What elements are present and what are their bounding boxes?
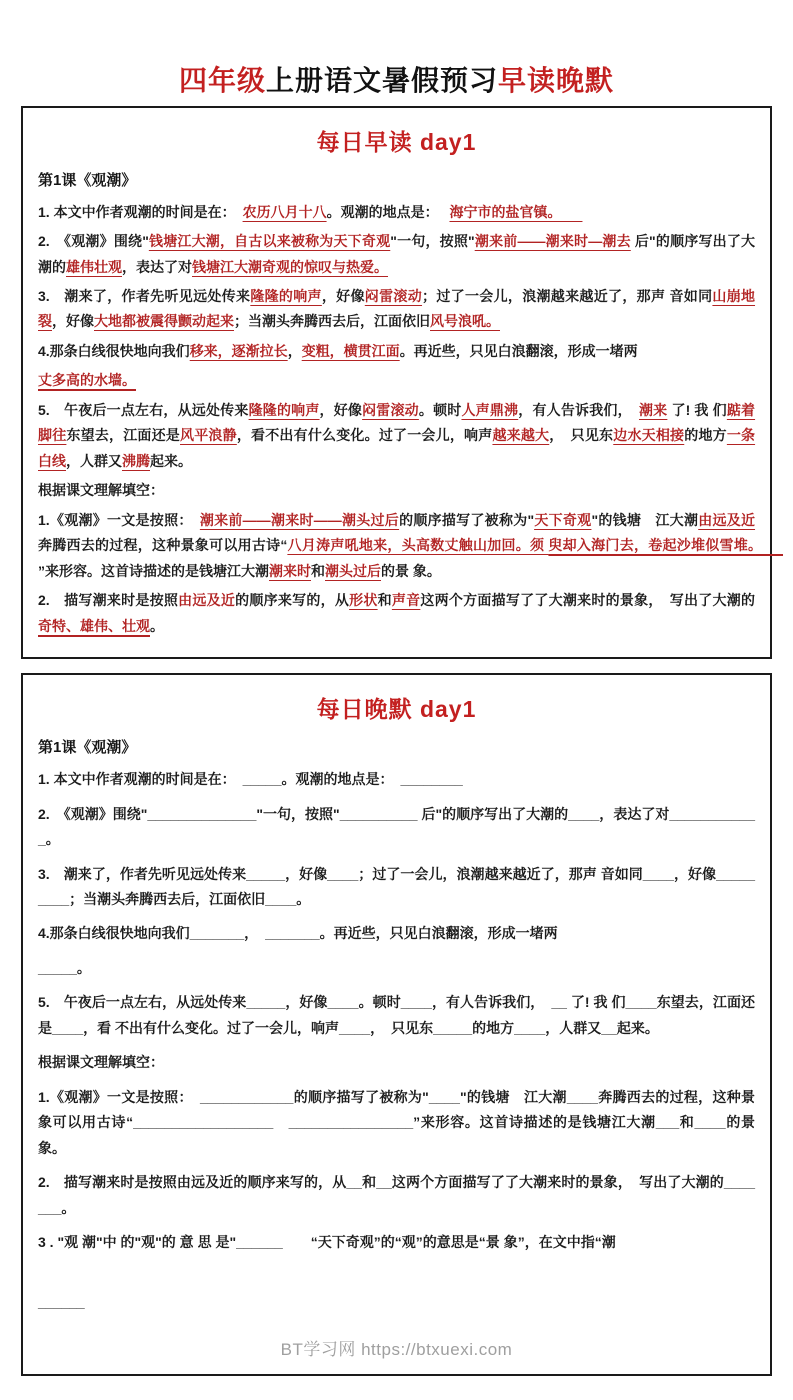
text-run: 1. 本文中作者观潮的时间是在： _____。观潮的地点是： ________ [38,771,463,788]
text-run: 潮头过后 [325,562,381,579]
text-run: 起来。 [150,452,192,469]
evening-item-3 [38,862,755,913]
text-run: ，好像 [321,288,365,304]
text-run: 农历八月十八 [242,203,327,220]
morning-fillin-2 [38,588,755,639]
text-run: _____。 [38,959,91,976]
text-run: 隆隆的响声 [248,401,320,418]
text-run: 潮来时 [269,562,311,579]
text-run: 2. 《观潮》围绕"______________"一句，按照"__________ 后"的顺序写出了大潮的____，表达了对____________。 [38,805,755,848]
text-run: ，人群又 [66,452,122,469]
text-run: 1. 本文中作者观潮的时间是在： [38,203,243,220]
text-run: ，表达了对 [122,258,192,275]
text-run: ；当潮头奔腾西去后，江面依旧 [234,313,430,330]
morning-item-3 [38,284,755,335]
text-run: 沸腾 [122,452,150,469]
text-run: 海宁市的盐官镇。 [449,203,583,220]
text-run: 奔腾西去的过程，这种景象可以用古诗“ [38,537,288,554]
text-run: 的景 象。 [381,562,441,579]
text-run: ， 只见东 [549,427,614,444]
text-run: 2. 描写潮来时是按照由远及近的顺序来写的，从__和__这两个方面描写了了大潮来时的景象， 写出了大潮的_______。 [38,1174,755,1216]
text-run: 闷雷滚动 [362,401,419,418]
morning-paragraph-list [38,200,784,640]
text-run: 。再近些，只见白浪翻滚，形成一堵两 [399,342,638,359]
text-run: 风号浪吼。 [430,313,500,330]
text-run: 的顺序描写了被称为" [399,511,535,528]
text-run: 移来，逐渐拉长 [189,342,288,359]
text-run: 闷雷滚动 [364,288,423,304]
text-run: 奇特、雄伟、壮观 [38,617,150,634]
text-run: 的地方 [684,427,727,444]
text-run: 3 . "观 潮"中 的"观"的 意 思 是"______ “天下奇观”的“观”的意思是“景 象”，在文中指“潮 [38,1234,616,1251]
text-run: 上册语文暑假预习 [265,65,498,96]
page-title [0,0,793,104]
morning-item-5 [38,398,755,474]
text-run: 。顿时 [418,401,462,418]
text-run: 丈多高的水墙。 [38,372,136,389]
evening-item-5 [38,990,755,1041]
text-run: 根据课文理解填空： [38,1054,164,1071]
text-run: 边水天相接 [613,427,685,444]
text-run: ；过了一会儿，浪潮越来越近了，那声 音如同 [422,288,713,304]
evening-fillin-3-continued [38,1290,755,1315]
morning-item-2 [38,229,755,280]
text-run: 钱塘江大潮，自古以来被称为天下奇观 [148,233,391,250]
evening-item-1 [38,767,755,792]
text-run: 。观潮的地点是： [326,203,450,220]
text-run: 1.《观潮》一文是按照： [38,511,200,528]
morning-section-heading: 每日早读 day1 [316,128,477,155]
text-run: 这两个方面描写了了大潮来时的景象， 写出了大潮的 [420,592,756,609]
text-run: 根据课文理解填空： [38,482,164,499]
text-run: 3. 潮来了，作者先听见远处传来_____，好像____；过了一会儿，浪潮越来越近了，那声 音如同____，好像_________；当潮头奔腾西去后，江面依旧____。 [38,865,755,907]
text-run: 雄伟壮观 [66,258,122,275]
text-run: 由远及近 [178,592,236,609]
text-run: ，有人告诉我们， [518,401,639,418]
morning-item-4 [38,339,755,364]
evening-fillin-3 [38,1230,755,1255]
evening-dictation-section [21,673,772,1376]
evening-item-2 [38,802,755,853]
text-run: 声音 [391,592,421,609]
text-run: 4.那条白线很快地向我们_______， _______。再近些，只见白浪翻滚，形成一堵两 [38,925,558,942]
text-run: 。 [150,617,164,634]
text-run: 潮来前——潮来时—潮去 [474,233,631,250]
site-footer: BT学习网 https://btxuexi.com [280,1340,513,1360]
text-run: 潮来前——潮来时——潮头过后 [199,511,400,528]
text-run: 3. 潮来了，作者先听见远处传来 [38,288,251,304]
text-run: 人声鼎沸 [461,401,519,418]
text-run: 形状 [349,592,378,609]
text-run: 和 [377,592,392,609]
text-run: "一句，按照" [390,233,475,250]
evening-fill-in-heading [38,1050,755,1075]
text-run: 八月涛声吼地来，头高数丈触山加回。须 [287,537,549,554]
text-run: 四年级 [178,65,266,96]
text-run: 4.那条白线很快地向我们 [38,342,190,359]
text-run: 5. 午夜后一点左右，从远处传来_____，好像____。顿时____，有人告诉我们， __ 了! 我 们____东望去，江面还是____，看 不出有什么变化。过了一会儿，响声____， 只见东_____的地方____，人群又__起来。 [38,994,755,1036]
text-run: 变粗，横贯江面 [301,342,400,359]
evening-section-heading: 每日晚默 day1 [316,696,477,723]
text-run: 臾却入海门去，卷起沙堆似雪堆。 [548,537,784,554]
text-run: 2. 《观潮》围绕" [38,233,149,250]
text-run: 越来越大 [492,427,550,444]
text-run: 1.《观潮》一文是按照： ____________的顺序描写了被称为"____"的钱塘 江大潮____奔腾西去的过程，这种景象可以用古诗“__________________ ________________”来形容。这首诗描述的是钱塘江大潮___和____的景 象。 [38,1088,759,1156]
text-run: 潮来 [638,401,668,418]
evening-fillin-1 [38,1085,759,1161]
text-run: 早读晚默 [498,65,615,96]
evening-paragraph-list [38,767,759,1315]
text-run: 钱塘江大潮奇观的惊叹与热爱。 [192,258,388,275]
text-run: ______ [38,1293,85,1310]
evening-item-4-continued [38,956,755,981]
text-run: 和 [311,562,325,579]
evening-lesson-title: 第1课《观潮》 [38,739,137,757]
text-run: 隆隆的响声 [250,288,322,304]
text-run: "的钱塘 江大潮 [591,511,699,528]
text-run: 的顺序来写的，从 [235,592,350,609]
text-run: ， [287,342,302,359]
text-run: 由远及近 [698,511,756,528]
text-run: 一条白线 [38,427,756,469]
text-run: 2. 描写潮来时是按照 [38,592,179,609]
morning-item-1 [38,200,755,225]
morning-lesson-title: 第1课《观潮》 [38,171,137,189]
text-run: 天下奇观 [534,511,592,528]
text-run: 5. 午夜后一点左右，从远处传来 [38,401,249,418]
text-run: 了! 我 们 [667,401,727,418]
text-run: 山崩地裂 [38,288,756,330]
text-run: 大地都被震得颤动起来 [94,313,234,330]
text-run: ，好像 [52,313,94,330]
text-run: 踮着脚往 [38,401,756,444]
text-run: 后"的顺序写出了大潮的 [38,233,756,275]
text-run: 风平浪静 [180,427,237,444]
morning-reading-section [21,106,784,660]
text-run: ，好像 [319,401,363,418]
evening-fillin-2 [38,1170,755,1221]
text-run: ”来形容。这首诗描述的是钱塘江大潮 [38,562,269,579]
evening-item-4 [38,921,755,946]
morning-item-4-continued [38,368,755,393]
morning-fill-in-heading [38,478,755,503]
text-run: 东望去，江面还是 [66,427,181,444]
morning-fillin-1 [38,508,784,584]
text-run: ，看不出有什么变化。过了一会儿，响声 [236,427,493,444]
